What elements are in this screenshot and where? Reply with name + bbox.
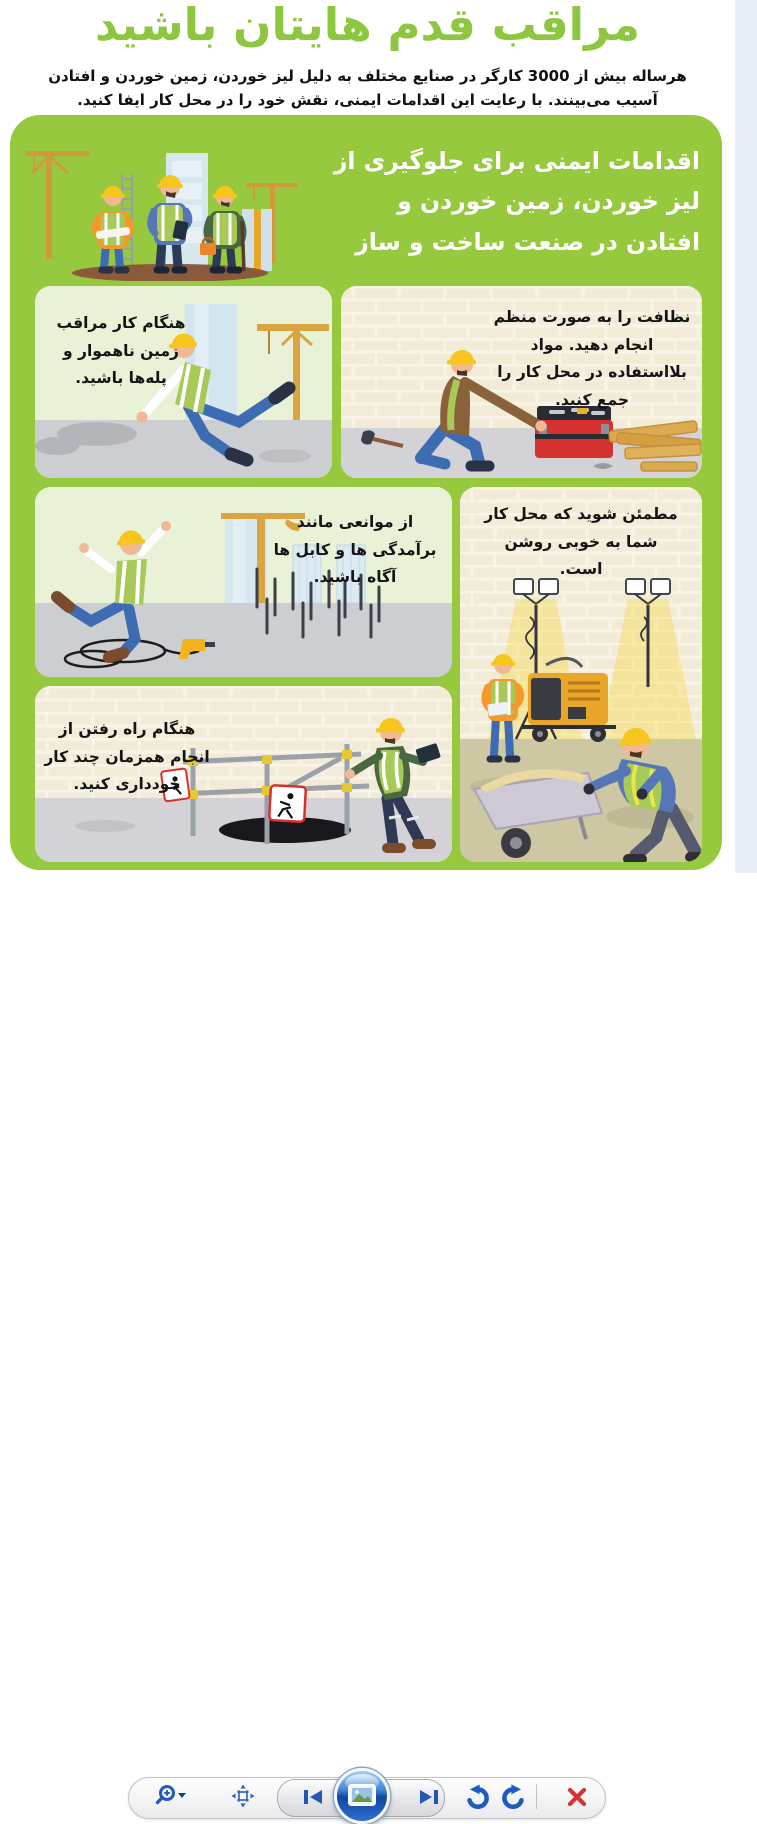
safety-card-housekeeping xyxy=(341,286,702,478)
card-text: از موانعی مانند برآمدگی ها و کابل ها آگاه باشید. xyxy=(273,513,437,587)
viewer-background-strip xyxy=(735,0,757,873)
card-text: نظافت را به صورت منظم انجام دهید. مواد بلااستفاده در محل کار را جمع کنید. xyxy=(493,308,691,409)
toolbar-divider xyxy=(536,1784,537,1809)
actual-size-icon xyxy=(231,1784,255,1808)
rotate-clockwise-button[interactable] xyxy=(498,1782,528,1812)
safety-card-lighting xyxy=(460,487,702,862)
rotate-clockwise-icon xyxy=(500,1784,526,1810)
safety-infographic-panel xyxy=(10,115,722,870)
construction-workers-illustration xyxy=(18,121,323,281)
rotate-counterclockwise-icon xyxy=(465,1784,491,1810)
safety-card-uneven-ground xyxy=(35,286,332,478)
safety-card-obstacles xyxy=(35,487,452,677)
panel-header: اقدامات ایمنی برای جلوگیری از لیز خوردن، زمین خوردن و افتادن در صنعت ساخت و ساز xyxy=(333,147,700,256)
page-title: مراقب قدم هایتان باشید xyxy=(95,0,640,51)
next-icon xyxy=(417,1788,441,1806)
slip-warning-sign xyxy=(269,785,306,822)
zoom-button[interactable] xyxy=(148,1783,194,1811)
safety-card-no-multitasking xyxy=(35,686,452,862)
delete-button[interactable] xyxy=(562,1784,592,1810)
crane-icon xyxy=(26,151,90,259)
previous-button[interactable] xyxy=(296,1785,330,1809)
magnifier-plus-icon xyxy=(150,1784,192,1810)
card-text: مطمئن شوید که محل کار شما به خوبی روشن است. xyxy=(484,505,678,579)
photo-viewer-toolbar xyxy=(0,880,757,946)
page-subtitle: هرساله بیش از 3000 کارگر در صنایع مختلف به دلیل لیز خوردن، زمین خوردن و افتادن آسیب می‌بینند. با رعایت این اقدامات ایمنی، نقش خود را در محل کار ایفا کنید. xyxy=(48,67,687,109)
next-button[interactable] xyxy=(412,1785,446,1809)
card-text: هنگام کار مراقب زمین ناهموار و پله‌ها باشید. xyxy=(56,314,186,388)
rotate-counterclockwise-button[interactable] xyxy=(463,1782,493,1812)
card-text: هنگام راه رفتن از انجام همزمان چند کار خودداری کنید. xyxy=(44,720,210,794)
caret-down-icon xyxy=(178,1793,186,1798)
play-slideshow-button[interactable] xyxy=(334,1768,390,1824)
previous-icon xyxy=(301,1788,325,1806)
delete-x-icon xyxy=(566,1786,588,1808)
actual-size-button[interactable] xyxy=(230,1783,256,1809)
slideshow-picture-icon xyxy=(348,1784,376,1808)
